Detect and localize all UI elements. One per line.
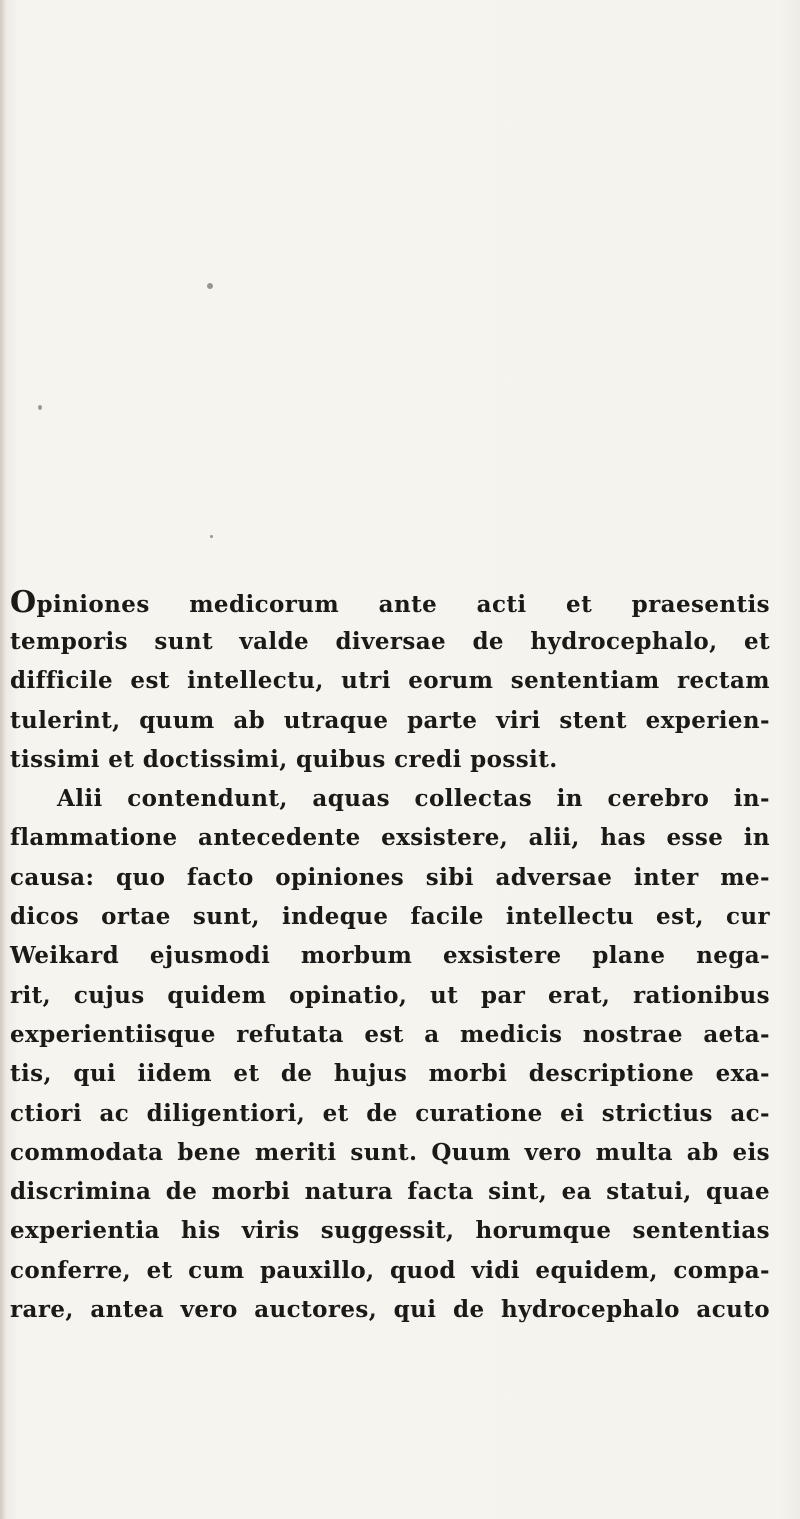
text-line-13: tis, qui iidem et de hujus morbi descriptione exa-: [10, 1060, 770, 1087]
text-line-2: temporis sunt valde diversae de hydrocephalo, et: [10, 628, 770, 655]
text-line-19: rare, antea vero auctores, qui de hydrocephalo acuto: [10, 1296, 770, 1323]
text-line-16: discrimina de morbi natura facta sint, ea statui, quae: [10, 1178, 770, 1205]
text-line-4: tulerint, quum ab utraque parte viri stent experien-: [10, 707, 770, 734]
text-line-5: tissimi et doctissimi, quibus credi possit.: [10, 746, 558, 773]
text-line-10: Weikard ejusmodi morbum exsistere plane nega-: [10, 942, 770, 969]
text-line-12: experientiisque refutata est a medicis nostrae aeta-: [10, 1021, 770, 1048]
text-line-3: difficile est intellectu, utri eorum sententiam rectam: [10, 667, 770, 694]
text-line-17: experientia his viris suggessit, horumque sententias: [10, 1217, 770, 1244]
text-line-9: dicos ortae sunt, indeque facile intellectu est, cur: [10, 903, 770, 930]
text-line-1-rest: piniones medicorum ante acti et praesentis: [36, 591, 770, 618]
text-line-7: flammatione antecedente exsistere, alii, has esse in: [10, 824, 770, 851]
text-line-6: Alii contendunt, aquas collectas in cerebro in-: [57, 785, 770, 812]
drop-initial: O: [10, 585, 37, 620]
text-line-8: causa: quo facto opiniones sibi adversae inter me-: [10, 864, 770, 891]
text-line-14: ctiori ac diligentiori, et de curatione ei strictius ac-: [10, 1100, 770, 1127]
text-line-1: [10, 585, 770, 620]
text-line-11: rit, cujus quidem opinatio, ut par erat, rationibus: [10, 982, 770, 1009]
text-line-18: conferre, et cum pauxillo, quod vidi equidem, compa-: [10, 1257, 770, 1284]
text-line-15: commodata bene meriti sunt. Quum vero multa ab eis: [10, 1139, 770, 1166]
